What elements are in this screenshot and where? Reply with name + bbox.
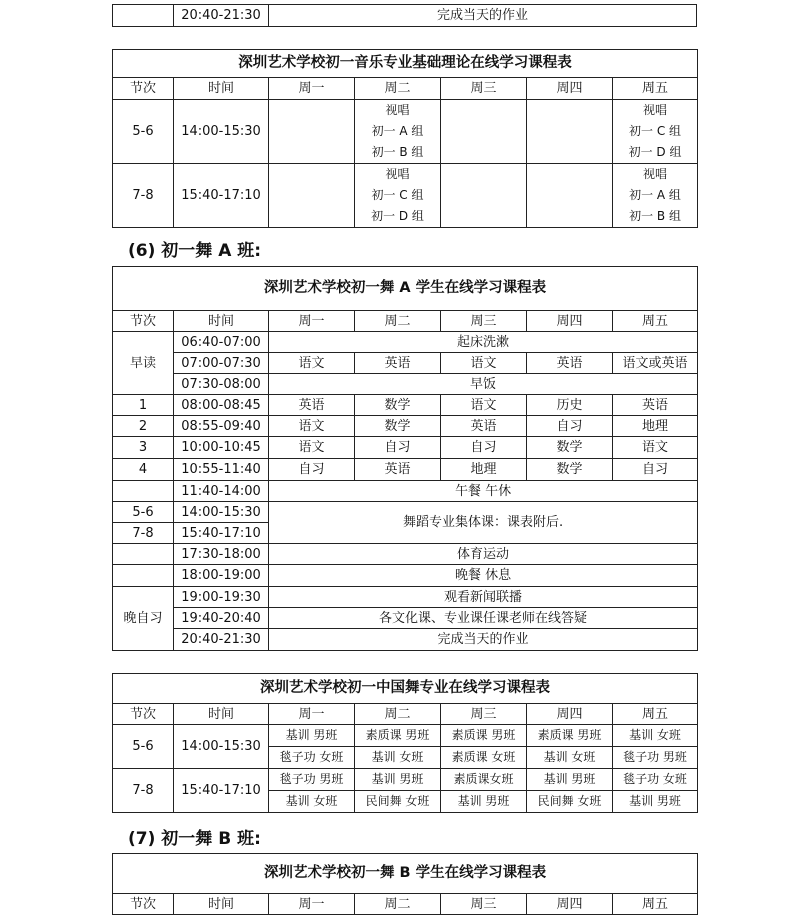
class-cell: 自习: [613, 459, 698, 481]
time-cell: 14:00-15:30: [174, 100, 269, 164]
header-cell: 时间: [174, 311, 269, 332]
time-cell: 15:40-17:10: [174, 523, 269, 544]
activity-cell: 起床洗漱: [269, 332, 698, 353]
period-cell: 5-6: [113, 725, 174, 769]
class-cell: 素质课女班 基训 男班: [441, 769, 527, 813]
class-cell: 英语: [355, 353, 441, 374]
class-cell: 素质课 男班 素质课 女班: [441, 725, 527, 769]
header-cell: 周五: [613, 311, 698, 332]
header-cell: 节次: [113, 704, 174, 725]
class-cell: 素质课 男班 基训 女班: [527, 725, 613, 769]
period-cell: 2: [113, 416, 174, 437]
period-cell: 早读: [113, 332, 174, 395]
table-row: [113, 332, 698, 353]
header-cell: 周三: [441, 704, 527, 725]
music-theory-schedule-table: [112, 49, 698, 228]
class-cell: 毯子功 女班 基训 男班: [613, 769, 698, 813]
table-row: [113, 769, 698, 813]
header-cell: 周五: [613, 78, 698, 100]
section-heading-6: (6) 初一舞 A 班:: [128, 241, 262, 261]
time-cell: 19:40-20:40: [174, 608, 269, 629]
class-cell: 英语: [613, 395, 698, 416]
table-row: [113, 374, 698, 395]
table-row: [113, 481, 698, 502]
header-cell: 周三: [441, 311, 527, 332]
header-cell: 周四: [527, 894, 613, 915]
time-cell: 17:30-18:00: [174, 544, 269, 565]
class-cell: 数学: [527, 459, 613, 481]
dance-a-schedule-table: [112, 266, 698, 651]
time-cell: 10:00-10:45: [174, 437, 269, 459]
header-cell: 周二: [355, 78, 441, 100]
period-cell: 7-8: [113, 164, 174, 228]
table-title: 深圳艺术学校初一音乐专业基础理论在线学习课程表: [113, 50, 698, 78]
time-cell: 19:00-19:30: [174, 587, 269, 608]
header-cell: 时间: [174, 704, 269, 725]
class-cell: 英语: [269, 395, 355, 416]
class-cell: 地理: [441, 459, 527, 481]
class-cell: 地理: [613, 416, 698, 437]
activity-cell: 舞蹈专业集体课：课表附后.: [269, 502, 698, 544]
table-title: 深圳艺术学校初一中国舞专业在线学习课程表: [113, 674, 698, 704]
period-cell: 1: [113, 395, 174, 416]
header-cell: 周五: [613, 704, 698, 725]
class-cell: 视唱 初一 C 组 初一 D 组: [355, 164, 441, 228]
header-cell: 周二: [355, 311, 441, 332]
class-cell: 语文: [441, 353, 527, 374]
period-cell: 5-6: [113, 100, 174, 164]
table-row: [113, 395, 698, 416]
table-row: [113, 416, 698, 437]
activity-cell: 完成当天的作业: [269, 5, 697, 27]
activity-cell: 午餐 午休: [269, 481, 698, 502]
table-row: [113, 353, 698, 374]
class-cell: 基训 男班 毯子功 女班: [269, 725, 355, 769]
class-cell: 毯子功 男班 基训 女班: [269, 769, 355, 813]
table-row: [113, 164, 698, 228]
class-cell: 视唱 初一 A 组 初一 B 组: [613, 164, 698, 228]
table-row: [113, 437, 698, 459]
class-cell: 自习: [355, 437, 441, 459]
header-cell: 节次: [113, 78, 174, 100]
class-cell: 语文: [269, 437, 355, 459]
time-cell: 08:55-09:40: [174, 416, 269, 437]
header-cell: 时间: [174, 78, 269, 100]
class-cell: 英语: [527, 353, 613, 374]
header-cell: 周一: [269, 311, 355, 332]
period-cell: 4: [113, 459, 174, 481]
class-cell: 语文: [269, 353, 355, 374]
class-cell: 数学: [527, 437, 613, 459]
header-cell: 周四: [527, 704, 613, 725]
header-cell: 周一: [269, 704, 355, 725]
class-cell: 历史: [527, 395, 613, 416]
table-row: [113, 725, 698, 769]
class-cell: 视唱 初一 C 组 初一 D 组: [613, 100, 698, 164]
header-cell: 周三: [441, 78, 527, 100]
header-cell: 周四: [527, 311, 613, 332]
time-cell: 20:40-21:30: [174, 5, 269, 27]
table-row: [113, 544, 698, 565]
table-title: 深圳艺术学校初一舞 A 学生在线学习课程表: [113, 267, 698, 311]
header-cell: 周二: [355, 894, 441, 915]
class-cell: 语文: [613, 437, 698, 459]
class-cell: 英语: [355, 459, 441, 481]
time-cell: 20:40-21:30: [174, 629, 269, 651]
activity-cell: 观看新闻联播: [269, 587, 698, 608]
time-cell: 07:30-08:00: [174, 374, 269, 395]
dance-b-schedule-table: [112, 853, 698, 915]
class-cell: 英语: [441, 416, 527, 437]
time-cell: 18:00-19:00: [174, 565, 269, 587]
class-cell: 视唱 初一 A 组 初一 B 组: [355, 100, 441, 164]
header-cell: 周三: [441, 894, 527, 915]
time-cell: 15:40-17:10: [174, 164, 269, 228]
time-cell: 07:00-07:30: [174, 353, 269, 374]
activity-cell: 完成当天的作业: [269, 629, 698, 651]
class-cell: 自习: [527, 416, 613, 437]
activity-cell: 早饭: [269, 374, 698, 395]
class-cell: 数学: [355, 395, 441, 416]
activity-cell: 体育运动: [269, 544, 698, 565]
header-cell: 周一: [269, 894, 355, 915]
table-title: 深圳艺术学校初一舞 B 学生在线学习课程表: [113, 854, 698, 894]
header-cell: 节次: [113, 894, 174, 915]
class-cell: 语文或英语: [613, 353, 698, 374]
table-row: [113, 565, 698, 587]
class-cell: 自习: [441, 437, 527, 459]
period-cell: 晚自习: [113, 587, 174, 651]
activity-cell: 晚餐 休息: [269, 565, 698, 587]
class-cell: 基训 男班 民间舞 女班: [355, 769, 441, 813]
header-cell: 节次: [113, 311, 174, 332]
class-cell: 数学: [355, 416, 441, 437]
time-cell: 15:40-17:10: [174, 769, 269, 813]
time-cell: 11:40-14:00: [174, 481, 269, 502]
period-cell: 7-8: [113, 523, 174, 544]
period-cell: 5-6: [113, 502, 174, 523]
previous-schedule-fragment: [112, 4, 697, 27]
class-cell: 语文: [441, 395, 527, 416]
chinese-dance-schedule-table: [112, 673, 698, 813]
time-cell: 08:00-08:45: [174, 395, 269, 416]
time-cell: 14:00-15:30: [174, 725, 269, 769]
header-cell: 时间: [174, 894, 269, 915]
table-row: [113, 459, 698, 481]
section-heading-7: (7) 初一舞 B 班:: [128, 829, 261, 849]
header-cell: 周二: [355, 704, 441, 725]
class-cell: 基训 男班 民间舞 女班: [527, 769, 613, 813]
class-cell: 素质课 男班 基训 女班: [355, 725, 441, 769]
table-row: [113, 100, 698, 164]
header-cell: 周四: [527, 78, 613, 100]
time-cell: 14:00-15:30: [174, 502, 269, 523]
period-cell: 7-8: [113, 769, 174, 813]
table-row: [113, 502, 698, 523]
time-cell: 10:55-11:40: [174, 459, 269, 481]
period-cell: 3: [113, 437, 174, 459]
class-cell: 基训 女班 毯子功 男班: [613, 725, 698, 769]
class-cell: 自习: [269, 459, 355, 481]
time-cell: 06:40-07:00: [174, 332, 269, 353]
activity-cell: 各文化课、专业课任课老师在线答疑: [269, 608, 698, 629]
header-cell: 周一: [269, 78, 355, 100]
class-cell: 语文: [269, 416, 355, 437]
table-row: [113, 587, 698, 608]
table-row: [113, 629, 698, 651]
header-cell: 周五: [613, 894, 698, 915]
table-row: [113, 608, 698, 629]
